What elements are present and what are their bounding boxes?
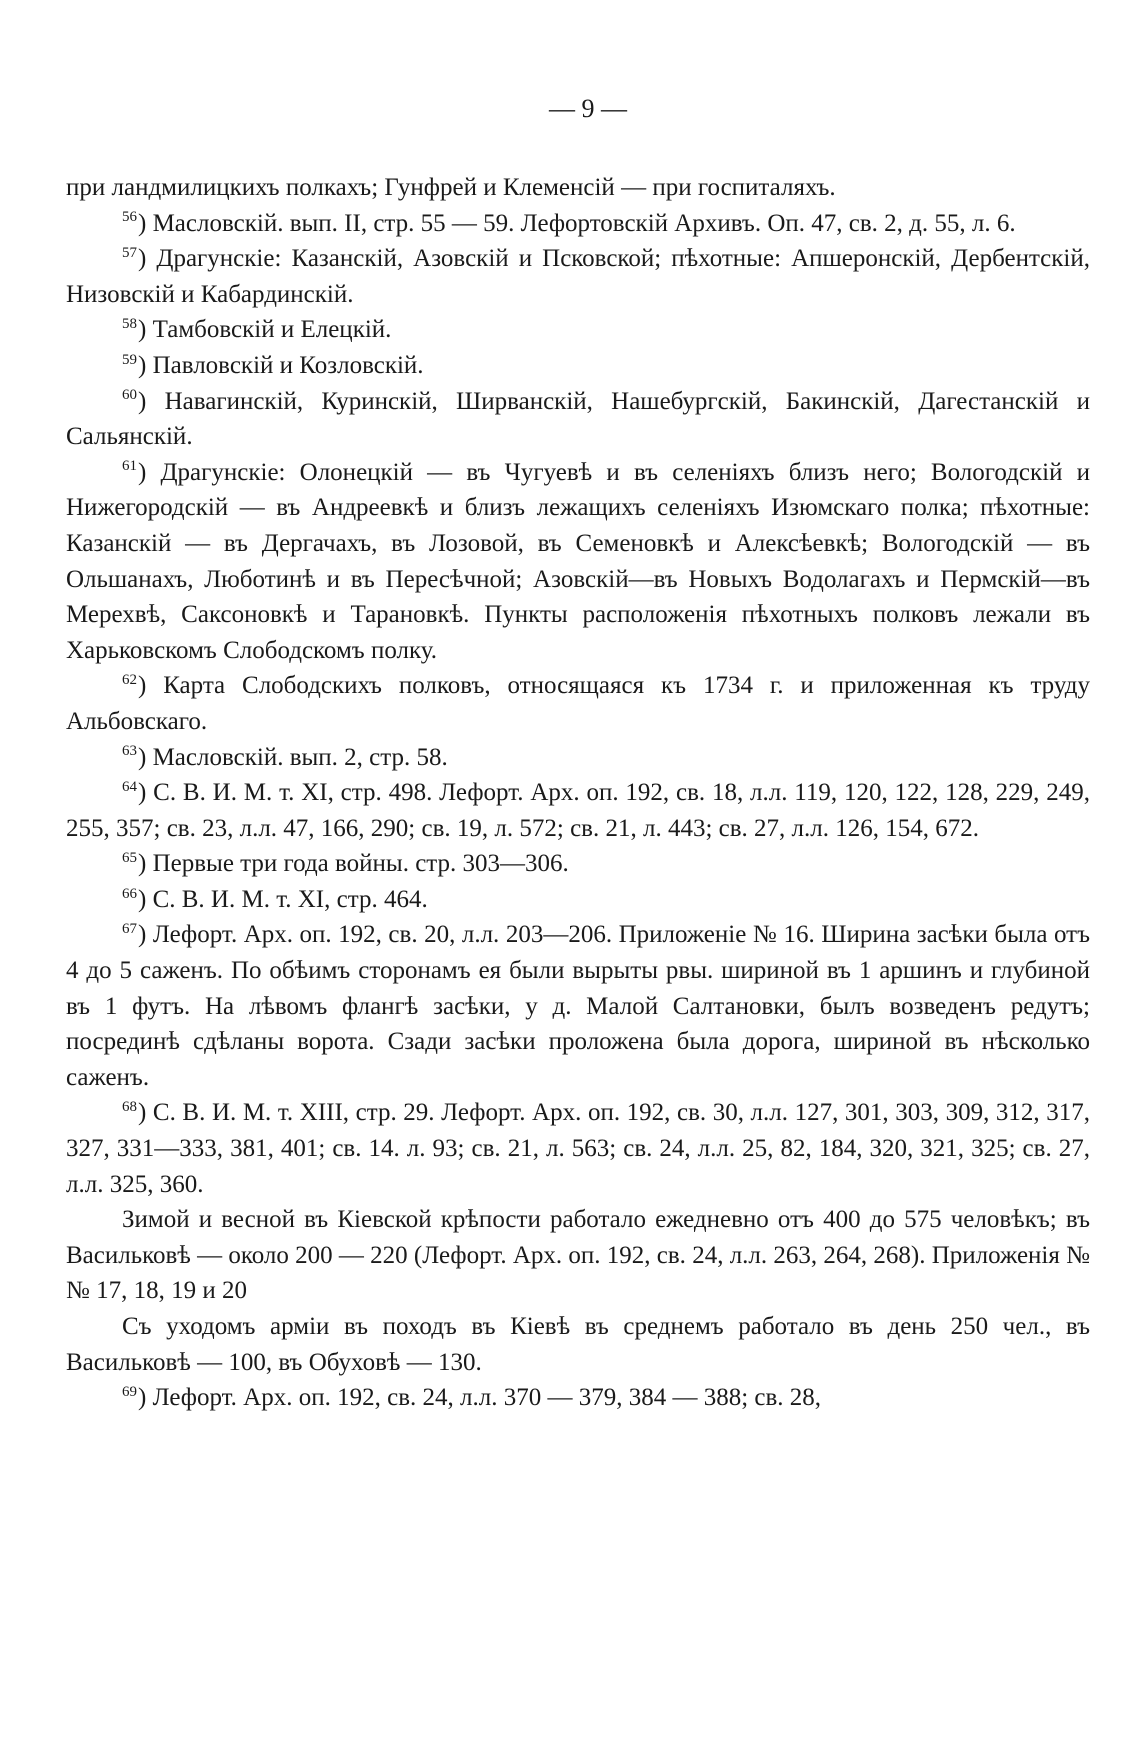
- paragraph-text: при ландмилицкихъ полкахъ; Гунфрей и Клеменсій — при госпиталяхъ.: [66, 174, 836, 201]
- footnote-paren: ): [138, 387, 165, 415]
- footnote-number: 57: [122, 244, 137, 261]
- paragraph-text: Зимой и весной въ Кіевской крѣпости работало ежедневно отъ 400 до 575 человѣкъ; въ Васильковѣ — около 200 — 220 (Лефорт. Арх. оп. 192, св. 24, л.л. 263, 264, 268). Приложенія №№ 17, 18, 19 и 20: [66, 1206, 1090, 1305]
- footnote-paren: ): [138, 351, 153, 379]
- paragraph-text: Лефорт. Арх. оп. 192, св. 24, л.л. 370 — 379, 384 — 388; св. 28,: [152, 1384, 822, 1412]
- footnote-paren: ): [138, 245, 157, 273]
- footnote-60: [66, 384, 1090, 455]
- paragraph-text: Карта Слободскихъ полковъ, относящаяся къ 1734 г. и приложенная къ труду Альбовскаго.: [66, 672, 1090, 735]
- footnote-number: 67: [122, 921, 137, 938]
- footnote-64: [66, 775, 1090, 846]
- footnote-61: [66, 455, 1090, 669]
- paragraph-text: Масловскій. вып. 2, стр. 58.: [152, 743, 448, 771]
- footnote-paren: ): [138, 921, 153, 949]
- footnote-number: 65: [122, 849, 137, 866]
- footnote-paren: ): [138, 209, 153, 237]
- paragraph: [66, 170, 1090, 206]
- footnote-58: [66, 312, 1090, 348]
- paragraph-text: Драгунскіе: Казанскій, Азовскій и Псковской; пѣхотные: Апшеронскій, Дербентскій, Низовскій и Кабардинскій.: [66, 245, 1090, 308]
- footnote-68: [66, 1095, 1090, 1202]
- footnotes-body: [66, 170, 1090, 1416]
- page-number: — 9 —: [549, 94, 627, 123]
- footnote-number: 60: [122, 387, 137, 404]
- footnote-paren: ): [138, 1099, 153, 1127]
- footnote-63: [66, 740, 1090, 776]
- paragraph-text: Навагинскій, Куринскій, Ширванскій, Нашебургскій, Бакинскій, Дагестанскій и Сальянскій.: [66, 387, 1090, 451]
- footnote-65: [66, 846, 1090, 882]
- footnote-number: 58: [122, 316, 137, 333]
- footnote-paren: ): [138, 885, 153, 913]
- paragraph-text: Масловскій. вып. II, стр. 55 — 59. Лефортовскій Архивъ. Оп. 47, св. 2, д. 55, л. 6.: [152, 209, 1016, 237]
- paragraph-text: Съ уходомъ арміи въ походъ въ Кіевѣ въ среднемъ работало въ день 250 чел., въ Васильковѣ — 100, въ Обуховѣ — 130.: [66, 1313, 1090, 1376]
- paragraph-text: С. В. И. М. т. XIII, стр. 29. Лефорт. Арх. оп. 192, св. 30, л.л. 127, 301, 303, 309, 312, 317, 327, 331—333, 381, 401; св. 14. л. 93; св. 21, л. 563; св. 24, л.л. 25, 82, 184, 320, 321, 325; св. 27, л.л. 325, 360.: [66, 1099, 1091, 1198]
- footnote-paren: ): [138, 779, 154, 807]
- paragraph: [66, 1202, 1090, 1309]
- footnote-paren: ): [138, 316, 153, 344]
- footnote-57: [66, 241, 1090, 312]
- paragraph-text: С. В. И. М. т. XI, стр. 464.: [152, 885, 428, 913]
- paragraph-text: Драгунскіе: Олонецкій — въ Чугуевѣ и въ селеніяхъ близъ него; Вологодскій и Нижегородскій — въ Андреевкѣ и близъ лежащихъ селеніяхъ Изюмскаго полка; пѣхотные: Казанскій — въ Дергачахъ, въ Лозовой, въ Семеновкѣ и Алексѣевкѣ; Вологодскій — въ Ольшанахъ, Люботинѣ и въ Пересѣчной; Азовскій—въ Новыхъ Водолагахъ и Пермскій—въ Мерехвѣ, Саксоновкѣ и Тарановкѣ. Пункты расположенія пѣхотныхъ полковъ лежали въ Харьковскомъ Слободскомъ полку.: [66, 458, 1090, 664]
- paragraph-text: Лефорт. Арх. оп. 192, св. 20, л.л. 203—206. Приложеніе № 16. Ширина засѣки была отъ 4 до 5 саженъ. По обѣимъ сторонамъ ея были вырыты рвы. шириной въ 1 аршинъ и глубиной въ 1 футъ. На лѣвомъ флангѣ засѣки, у д. Малой Салтановки, былъ возведенъ редутъ; посрединѣ сдѣланы ворота. Сзади засѣки проложена была дорога, шириной въ нѣсколько саженъ.: [66, 921, 1090, 1091]
- footnote-paren: ): [138, 458, 161, 486]
- footnote-number: 68: [122, 1099, 137, 1116]
- paragraph-text: С. В. И. М. т. XI, стр. 498. Лефорт. Арх. оп. 192, св. 18, л.л. 119, 120, 122, 128, 229, 249, 255, 357; св. 23, л.л. 47, 166, 290; св. 19, л. 572; св. 21, л. 443; св. 27, л.л. 126, 154, 672.: [66, 779, 1091, 842]
- footnote-number: 64: [122, 778, 137, 795]
- footnote-paren: ): [138, 743, 153, 771]
- footnote-59: [66, 348, 1090, 384]
- footnote-69: [66, 1380, 1090, 1416]
- paragraph-text: Первые три года войны. стр. 303—306.: [152, 850, 569, 878]
- footnote-number: 63: [122, 743, 137, 760]
- footnote-number: 69: [122, 1383, 137, 1400]
- footnote-paren: ): [138, 850, 153, 878]
- footnote-number: 62: [122, 671, 137, 688]
- footnote-56: [66, 206, 1090, 242]
- footnote-66: [66, 882, 1090, 918]
- footnote-67: [66, 917, 1090, 1095]
- footnote-number: 59: [122, 351, 137, 368]
- footnote-number: 66: [122, 885, 137, 902]
- footnote-paren: ): [138, 1384, 153, 1412]
- paragraph-text: Тамбовскій и Елецкій.: [152, 316, 392, 344]
- paragraph-text: Павловскій и Козловскій.: [152, 351, 424, 379]
- footnote-paren: ): [138, 672, 164, 700]
- footnote-62: [66, 668, 1090, 739]
- paragraph: [66, 1309, 1090, 1380]
- footnote-number: 56: [122, 209, 137, 226]
- footnote-number: 61: [122, 458, 137, 475]
